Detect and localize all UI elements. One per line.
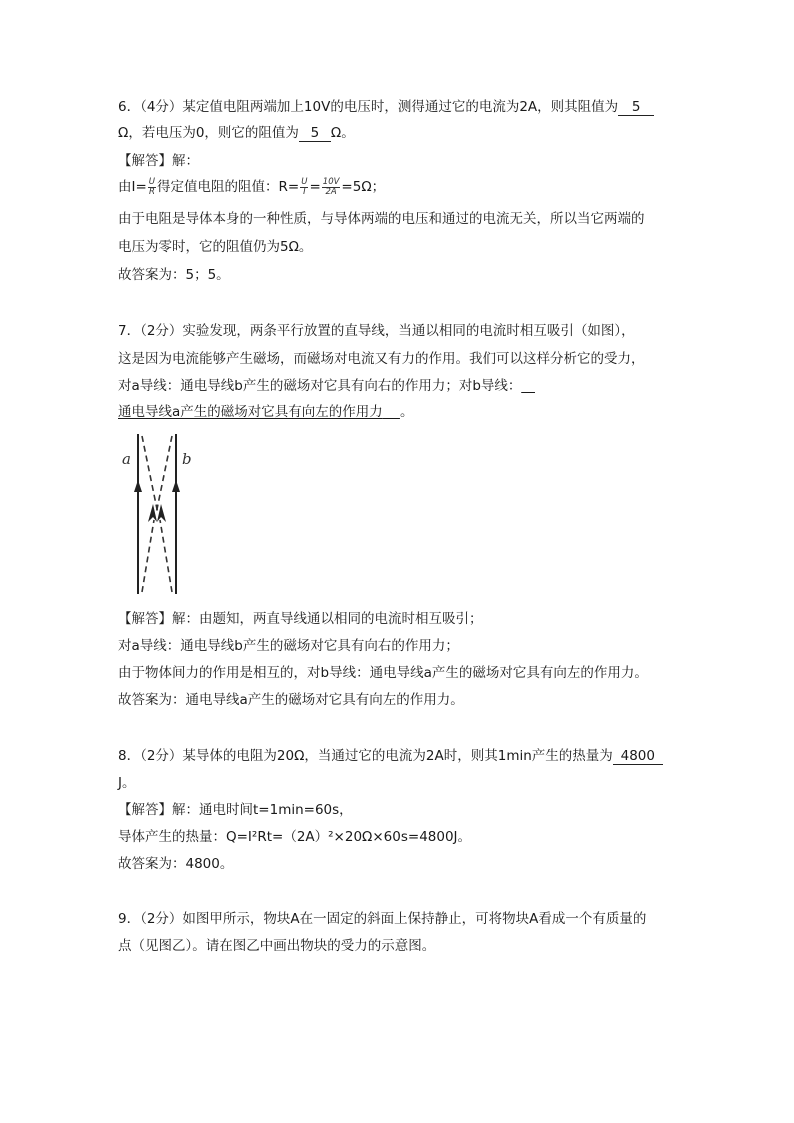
- q6-solution-label: 【解答】解：: [118, 153, 199, 169]
- q6-answer-blank-2: 5: [299, 125, 331, 142]
- q8-solution-1: 【解答】解：通电时间t=1min=60s，: [118, 802, 353, 818]
- q6-fraction-u-over-r: $\frac{U}{R}$: [148, 176, 156, 197]
- dashed-line-2: [156, 436, 172, 514]
- current-arrow-b: [172, 480, 180, 492]
- q6-formula-line: [118, 176, 385, 198]
- q9-stem-line1: 9．（2分）如图甲所示，物块A在一固定的斜面上保持静止，可将物块A看成一个有质量的: [118, 911, 647, 927]
- q8-answer-blank: 4800: [613, 748, 663, 765]
- q6-text-1: 6．（4分）某定值电阻两端加上10V的电压时，测得通过它的电流为2A，则其阻值为: [118, 99, 619, 115]
- q7-blank-start: __: [521, 378, 535, 394]
- center-arrow-left: [148, 504, 157, 522]
- q6-stem-line2: [118, 124, 355, 142]
- q6-formula-mid: 得定值电阻的阻值：R=: [157, 179, 300, 195]
- q7-solution-4: 故答案为：通电导线a产生的磁场对它具有向左的作用力。: [118, 692, 464, 708]
- q7-text-4-end: 。: [399, 404, 414, 420]
- dashed-line-4: [160, 520, 172, 592]
- q6-fraction-values: $\frac{10V}{2A}$: [322, 176, 340, 197]
- q6-formula-post: =5Ω；: [341, 179, 386, 195]
- q8-stem-line2: J。: [118, 775, 136, 791]
- q8-solution-3: 故答案为：4800。: [118, 856, 234, 872]
- q6-answer-blank-1: 5: [618, 99, 654, 116]
- q6-explanation-1: 由于电阻是导体本身的一种性质，与导体两端的电压和通过的电流无关，所以当它两端的: [118, 211, 645, 227]
- label-b: b: [182, 450, 192, 468]
- q7-solution-2: 对a导线：通电导线b产生的磁场对它具有向右的作用力；: [118, 638, 459, 654]
- label-a: a: [122, 450, 131, 468]
- q7-solution-1: 【解答】解：由题知，两直导线通以相同的电流时相互吸引；: [118, 611, 483, 627]
- q8-solution-2: 导体产生的热量：Q=I²Rt=（2A）²×20Ω×60s=4800J。: [118, 829, 472, 845]
- q7-solution-3: 由于物体间力的作用是相互的，对b导线：通电导线a产生的磁场对它具有向左的作用力。: [118, 665, 648, 681]
- q7-stem-line3: [118, 377, 535, 395]
- current-arrow-a: [134, 480, 142, 492]
- q6-formula-pre: 由I=: [118, 179, 147, 195]
- q7-stem-line1: 7．（2分）实验发现，两条平行放置的直导线，当通以相同的电流时相互吸引（如图），: [118, 323, 635, 339]
- q7-stem-line2: 这是因为电流能够产生磁场，而磁场对电流又有力的作用。我们可以这样分析它的受力，: [118, 351, 645, 367]
- q6-explanation-2: 电压为零时，它的阻值仍为5Ω。: [118, 239, 313, 255]
- dashed-line-1: [142, 436, 158, 514]
- q6-fraction-u-over-i: $\frac{U}{I}$: [301, 176, 308, 197]
- parallel-wires-figure: [116, 428, 206, 600]
- dashed-line-3: [142, 520, 154, 592]
- q8-text-1: 8．（2分）某导体的电阻为20Ω，当通过它的电流为2A时，则其1min产生的热量为: [118, 748, 613, 764]
- q7-text-3: 对a导线：通电导线b产生的磁场对它具有向右的作用力；对b导线：: [118, 378, 522, 394]
- q6-text-2a: Ω，若电压为0，则它的阻值为: [118, 125, 299, 141]
- q6-text-2b: Ω。: [330, 125, 355, 141]
- q7-stem-line4: [118, 403, 413, 421]
- q7-answer-underlined: 通电导线a产生的磁场对它具有向左的作用力: [118, 404, 383, 420]
- q8-stem-line1: [118, 747, 663, 765]
- q6-stem-line1: [118, 98, 654, 116]
- center-arrow-right: [157, 504, 166, 522]
- q6-final-answer: 故答案为：5；5。: [118, 267, 230, 283]
- q6-formula-eq: =: [309, 179, 321, 195]
- q9-stem-line2: 点（见图乙）。请在图乙中画出物块的受力的示意图。: [118, 938, 436, 954]
